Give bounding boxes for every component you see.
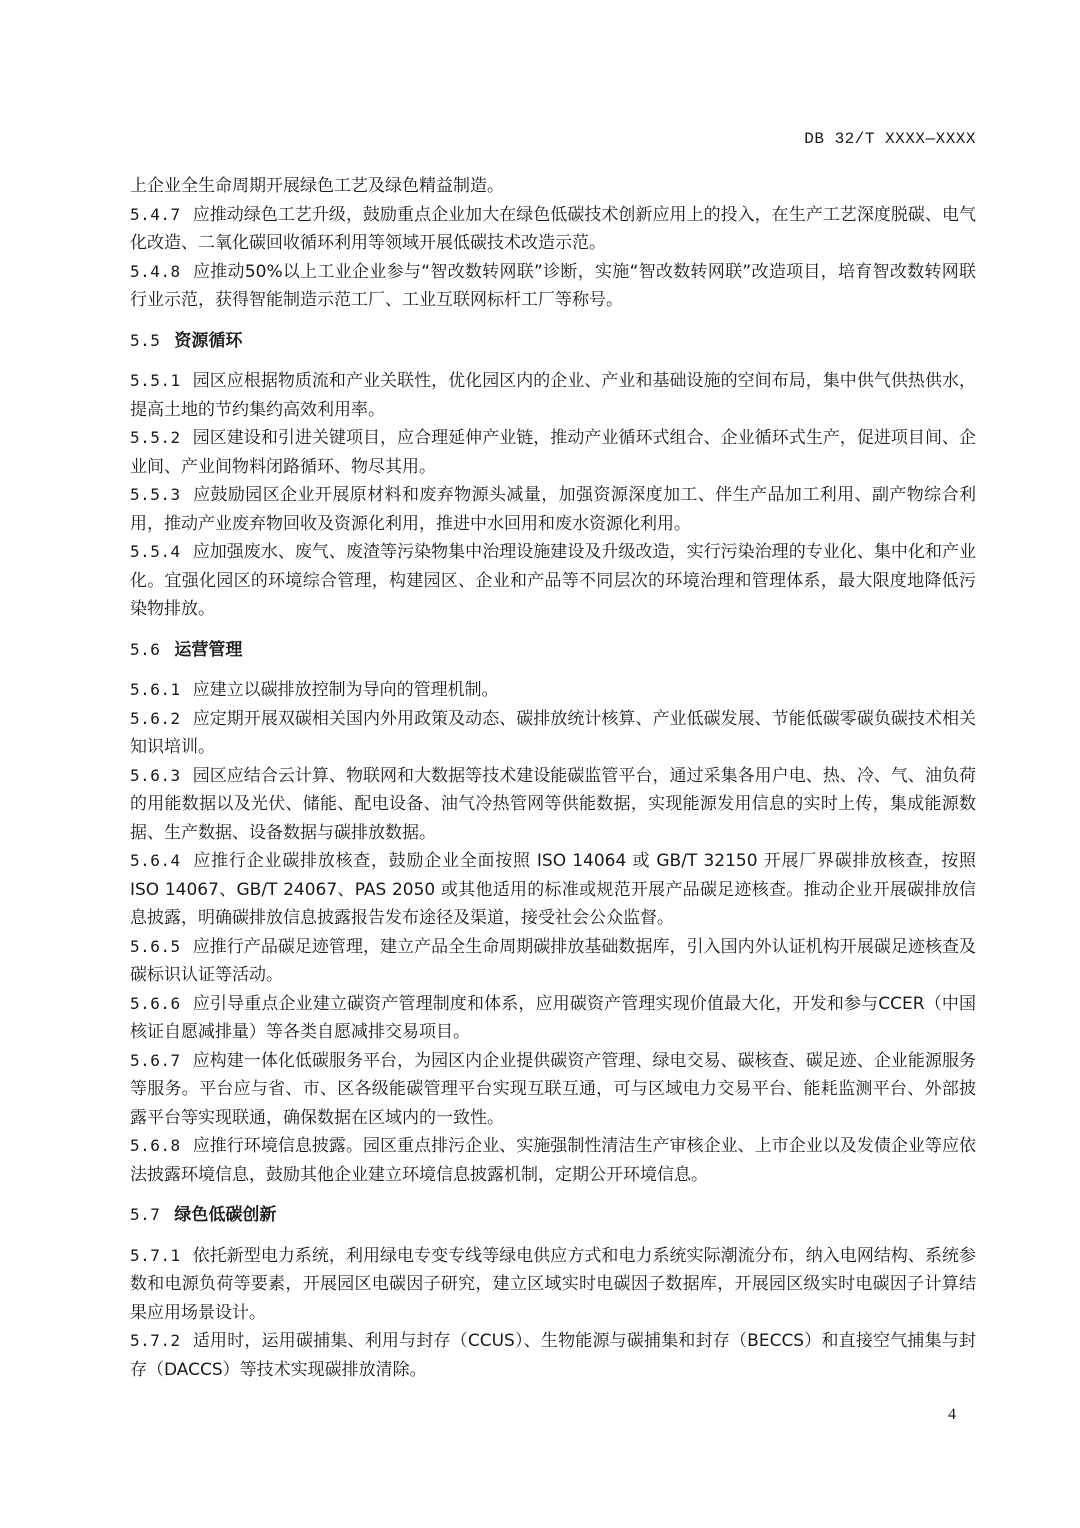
clause-5-6-3 <box>130 762 976 848</box>
page-number: 4 <box>948 1406 956 1423</box>
section-number: 5.5 <box>130 330 161 350</box>
clause-number: 5.5.3 <box>130 485 181 504</box>
section-heading-5-7 <box>130 1201 976 1230</box>
clause-5-5-4 <box>130 538 976 624</box>
standard-code-header: DB 32/T XXXX—XXXX <box>804 130 976 148</box>
clause-text: 适用时，运用碳捕集、利用与封存（CCUS）、生物能源与碳捕集和封存（BECCS）和直接空气捕集与封存（DACCS）等技术实现碳排放清除。 <box>130 1331 976 1380</box>
document-body <box>130 172 976 1384</box>
clause-text: 应定期开展双碳相关国内外用政策及动态、碳排放统计核算、产业低碳发展、节能低碳零碳负碳技术相关知识培训。 <box>130 708 976 757</box>
clause-5-5-3 <box>130 481 976 538</box>
clause-5-4-8 <box>130 258 976 315</box>
clause-5-7-2 <box>130 1327 976 1384</box>
clause-number: 5.5.2 <box>130 428 181 447</box>
clause-5-6-1 <box>130 676 976 705</box>
clause-5-5-1 <box>130 367 976 424</box>
clause-text: 应推动绿色工艺升级，鼓励重点企业加大在绿色低碳技术创新应用上的投入，在生产工艺深度脱碳、电气化改造、二氧化碳回收循环利用等领域开展低碳技术改造示范。 <box>130 204 976 253</box>
clause-5-6-7 <box>130 1047 976 1133</box>
clause-number: 5.7.1 <box>130 1245 181 1265</box>
clause-number: 5.7.2 <box>130 1331 181 1350</box>
clause-number: 5.6.6 <box>130 993 181 1013</box>
clause-5-6-5 <box>130 933 976 990</box>
clause-5-6-6 <box>130 990 976 1047</box>
clause-text: 园区应根据物质流和产业关联性，优化园区内的企业、产业和基础设施的空间布局，集中供气供热供水，提高土地的节约集约高效利用率。 <box>130 371 976 420</box>
clause-5-6-4 <box>130 847 976 933</box>
clause-text: 园区应结合云计算、物联网和大数据等技术建设能碳监管平台，通过采集各用户电、热、冷、气、油负荷的用能数据以及光伏、储能、配电设备、油气冷热管网等供能数据，实现能源发用信息的实时上传，集成能源数据、生产数据、设备数据与碳排放数据。 <box>130 765 976 843</box>
clause-text: 应鼓励园区企业开展原材料和废弃物源头减量，加强资源深度加工、伴生产品加工利用、副产物综合利用，推动产业废弃物回收及资源化利用，推进中水回用和废水资源化利用。 <box>130 485 976 534</box>
clause-number: 5.6.8 <box>130 1136 181 1155</box>
clause-number: 5.5.4 <box>130 542 181 561</box>
clause-5-7-1 <box>130 1242 976 1328</box>
clause-text: 应建立以碳排放控制为导向的管理机制。 <box>192 680 499 700</box>
clause-number: 5.6.7 <box>130 1050 181 1070</box>
section-number: 5.7 <box>130 1205 161 1224</box>
clause-text: 应推行企业碳排放核查，鼓励企业全面按照 ISO 14064 或 GB/T 32150 开展厂界碳排放核查，按照 ISO 14067、GB/T 24067、PAS 2050 或其他适用的标准或规范开展产品碳足迹核查。推动企业开展碳排放信息披露，明确碳排放信息披露报告发布途径及渠道，接受社会公众监督。 <box>130 851 976 928</box>
section-title: 运营管理 <box>174 639 243 660</box>
clause-number: 5.6.1 <box>130 680 181 699</box>
section-number: 5.6 <box>130 639 161 659</box>
clause-number: 5.4.7 <box>130 204 181 224</box>
clause-text: 园区建设和引进关键项目，应合理延伸产业链，推动产业循环式组合、企业循环式生产，促进项目间、企业间、产业间物料闭路循环、物尽其用。 <box>130 428 976 477</box>
clause-text: 应推行产品碳足迹管理，建立产品全生命周期碳排放基础数据库，引入国内外认证机构开展碳足迹核查及碳标识认证等活动。 <box>130 936 976 985</box>
clause-5-6-8 <box>130 1132 976 1189</box>
clause-number: 5.5.1 <box>130 371 181 390</box>
paragraph-continuation <box>130 172 976 201</box>
clause-5-6-2 <box>130 705 976 762</box>
section-title: 资源循环 <box>174 330 243 351</box>
section-heading-5-5 <box>130 327 976 356</box>
clause-number: 5.6.4 <box>130 851 181 870</box>
clause-text: 应推行环境信息披露。园区重点排污企业、实施强制性清洁生产审核企业、上市企业以及发债企业等应依法披露环境信息，鼓励其他企业建立环境信息披露机制，定期公开环境信息。 <box>130 1136 976 1185</box>
clause-text: 应加强废水、废气、废渣等污染物集中治理设施建设及升级改造，实行污染治理的专业化、集中化和产业化。宜强化园区的环境综合管理，构建园区、企业和产品等不同层次的环境治理和管理体系，最大限度地降低污染物排放。 <box>130 542 976 619</box>
clause-text: 应推动50%以上工业企业参与“智改数转网联”诊断，实施“智改数转网联”改造项目，培育智改数转网联行业示范，获得智能制造示范工厂、工业互联网标杆工厂等称号。 <box>130 261 976 310</box>
section-heading-5-6 <box>130 636 976 665</box>
clause-number: 5.6.5 <box>130 936 181 956</box>
clause-text: 上企业全生命周期开展绿色工艺及绿色精益制造。 <box>130 176 504 196</box>
clause-number: 5.6.3 <box>130 765 181 785</box>
clause-5-4-7 <box>130 201 976 258</box>
clause-number: 5.6.2 <box>130 708 181 728</box>
section-title: 绿色低碳创新 <box>174 1205 277 1225</box>
clause-number: 5.4.8 <box>130 261 181 281</box>
clause-text: 应构建一体化低碳服务平台，为园区内企业提供碳资产管理、绿电交易、碳核查、碳足迹、企业能源服务等服务。平台应与省、市、区各级能碳管理平台实现互联互通，可与区域电力交易平台、能耗监测平台、外部披露平台等实现联通，确保数据在区域内的一致性。 <box>130 1050 976 1128</box>
clause-text: 应引导重点企业建立碳资产管理制度和体系，应用碳资产管理实现价值最大化，开发和参与CCER（中国核证自愿减排量）等各类自愿减排交易项目。 <box>130 993 976 1042</box>
clause-5-5-2 <box>130 424 976 481</box>
clause-text: 依托新型电力系统，利用绿电专变专线等绿电供应方式和电力系统实际潮流分布，纳入电网结构、系统参数和电源负荷等要素，开展园区电碳因子研究，建立区域实时电碳因子数据库，开展园区级实时电碳因子计算结果应用场景设计。 <box>130 1245 976 1323</box>
